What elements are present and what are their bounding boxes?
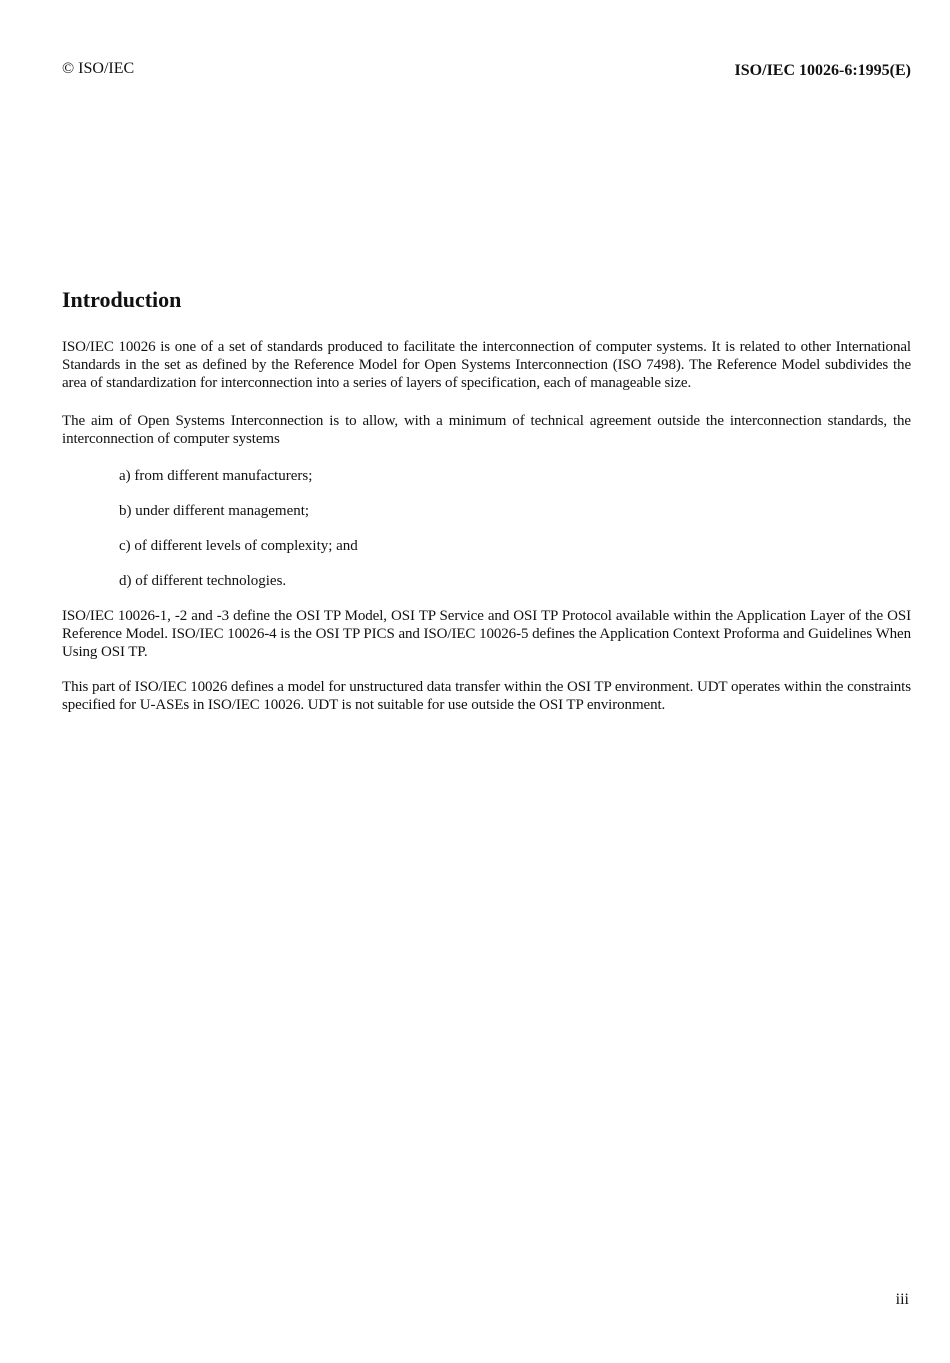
list-item: d) of different technologies.: [119, 573, 287, 589]
page-number: iii: [895, 1291, 909, 1308]
intro-paragraph: ISO/IEC 10026 is one of a set of standards produced to facilitate the interconnection of computer systems. It is related to other International Standards in the set as defined by the Reference Model for Open Systems Interconnection (ISO 7498). The Reference Model subdivides the area of standardization for interconnection into a series of layers of specification, each of manageable size.: [62, 339, 911, 391]
list-item: b) under different management;: [119, 503, 310, 519]
copyright-header: © ISO/IEC: [62, 60, 135, 77]
aim-paragraph: The aim of Open Systems Interconnection is to allow, with a minimum of technical agreement outside the interconnection standards, the interconnection of computer systems: [62, 413, 911, 447]
interconnection-list: [62, 467, 911, 590]
page-title: Introduction: [62, 287, 182, 312]
standard-id-header: ISO/IEC 10026-6:1995(E): [734, 62, 911, 79]
udt-paragraph: This part of ISO/IEC 10026 defines a model for unstructured data transfer within the OSI TP environment. UDT operates within the constraints specified for U-ASEs in ISO/IEC 10026. UDT is not suitable for use outside the OSI TP environment.: [62, 679, 911, 713]
list-item: c) of different levels of complexity; and: [119, 538, 358, 554]
parts-paragraph: ISO/IEC 10026-1, -2 and -3 define the OSI TP Model, OSI TP Service and OSI TP Protocol available within the Application Layer of the OSI Reference Model. ISO/IEC 10026-4 is the OSI TP PICS and ISO/IEC 10026-5 defines the Application Context Proforma and Guidelines When Using OSI TP.: [62, 608, 911, 660]
document-body: [62, 338, 911, 714]
list-item: a) from different manufacturers;: [119, 468, 313, 484]
